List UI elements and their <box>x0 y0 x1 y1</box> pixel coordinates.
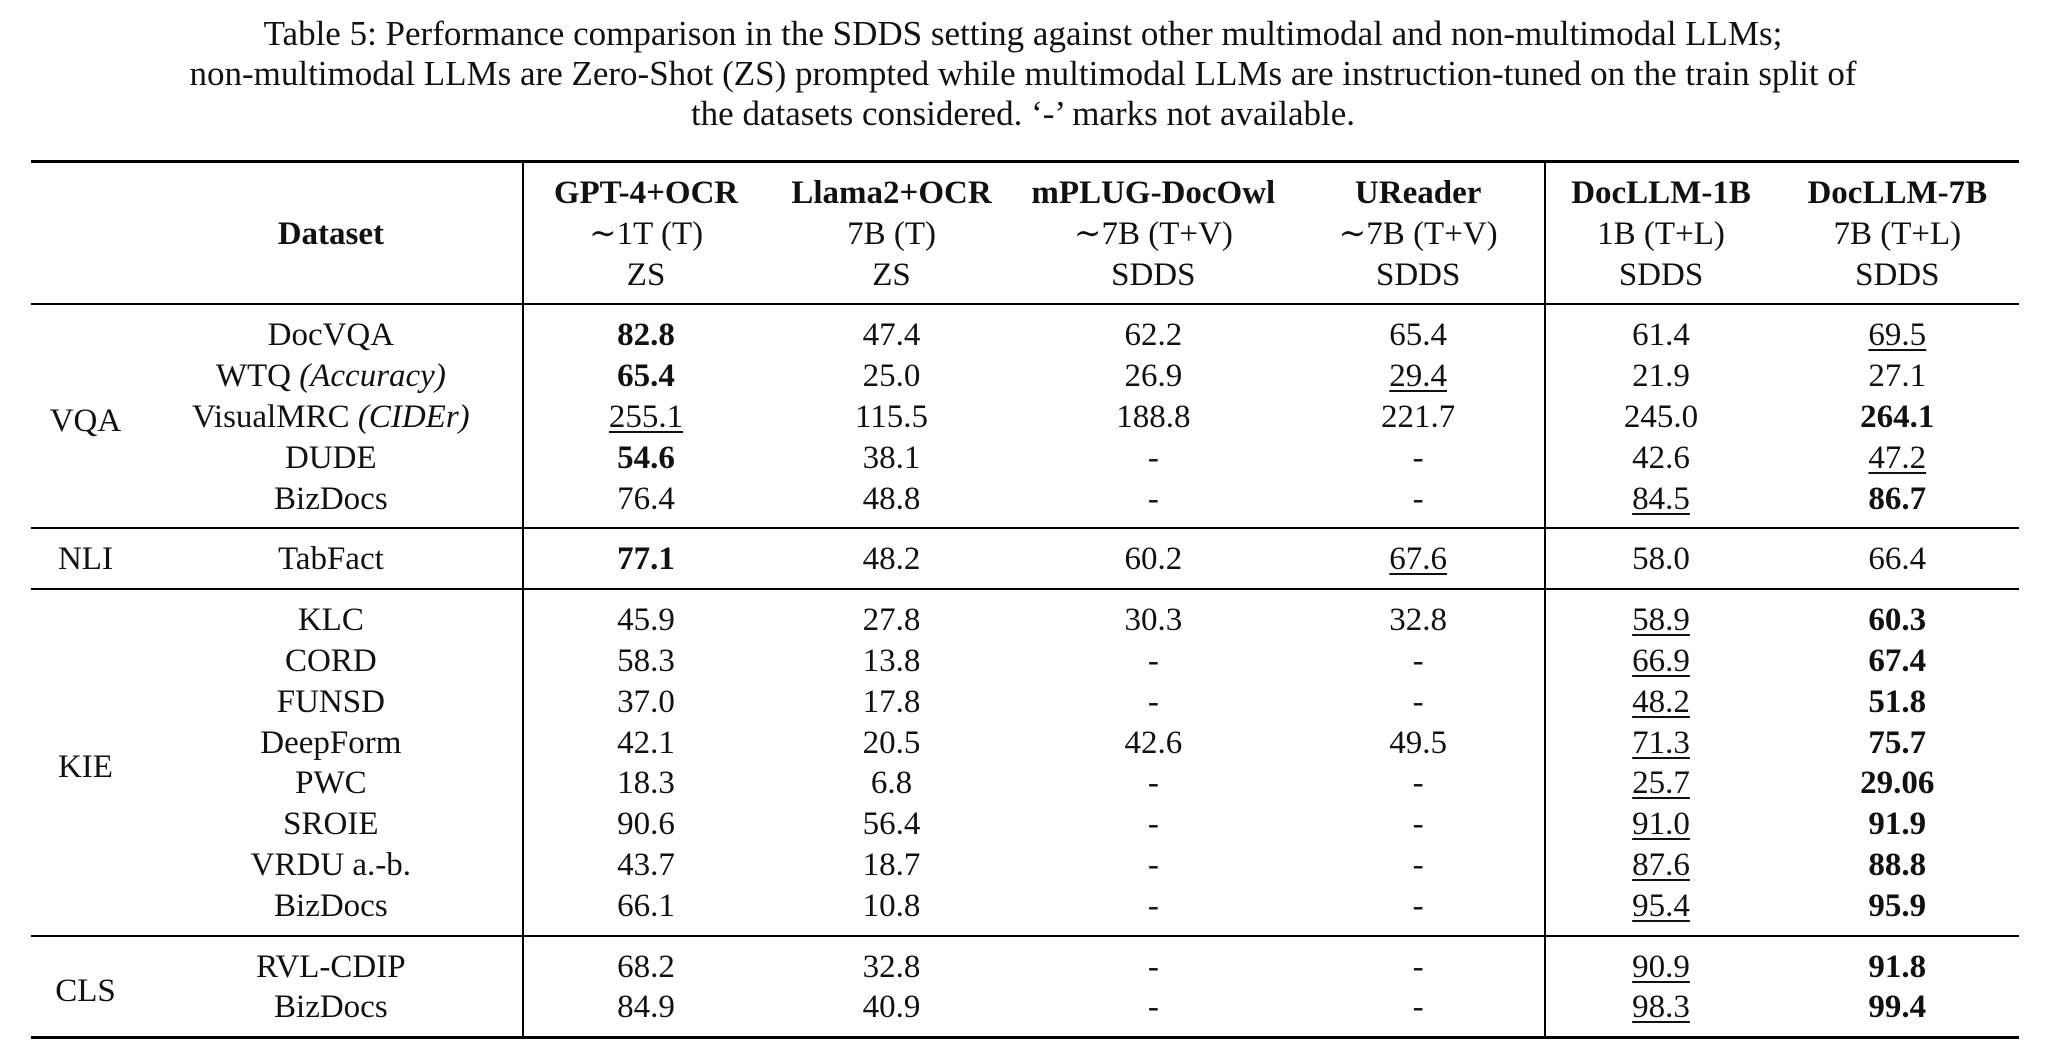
value-cell <box>768 937 1014 988</box>
cell-value: 49.5 <box>1389 724 1448 761</box>
dataset-cell <box>140 937 523 988</box>
value-cell <box>1776 641 2019 682</box>
value-cell <box>1015 937 1292 988</box>
dataset-cell <box>140 529 523 589</box>
value-cell <box>523 682 769 723</box>
category-label: VQA <box>49 402 122 439</box>
cell-value: 67.6 <box>1389 541 1448 578</box>
cell-value: - <box>1412 765 1424 802</box>
category-label: CLS <box>55 972 116 1009</box>
value-cell <box>1292 804 1546 845</box>
value-cell <box>1015 641 1292 682</box>
value-cell <box>1776 438 2019 479</box>
dataset-name: DUDE <box>285 439 377 476</box>
dataset-name: CORD <box>285 642 377 679</box>
value-cell <box>768 641 1014 682</box>
cell-value: 98.3 <box>1632 989 1690 1026</box>
dataset-header: Dataset <box>140 214 523 255</box>
column-setting: SDDS <box>1111 256 1196 293</box>
value-cell <box>1292 763 1546 804</box>
value-cell <box>1015 590 1292 641</box>
cell-value: 84.5 <box>1632 480 1690 517</box>
value-cell <box>1015 987 1292 1037</box>
value-cell <box>1015 845 1292 886</box>
cell-value: - <box>1412 887 1424 924</box>
cell-value: - <box>1147 642 1159 679</box>
cell-value: 43.7 <box>617 846 675 883</box>
value-cell <box>523 723 769 764</box>
table-row <box>31 886 2019 936</box>
value-cell <box>1015 356 1292 397</box>
value-cell <box>1015 479 1292 529</box>
cell-value: 95.4 <box>1632 887 1690 924</box>
cell-value: - <box>1147 846 1159 883</box>
column-size: ∼1T (T) <box>589 215 704 252</box>
value-cell <box>1776 723 2019 764</box>
dataset-name: SROIE <box>283 806 379 843</box>
value-cell <box>1292 590 1546 641</box>
cell-value: - <box>1412 948 1424 985</box>
cell-value: 18.7 <box>862 846 921 883</box>
cell-value: 87.6 <box>1632 846 1690 883</box>
value-cell <box>1015 682 1292 723</box>
column-size: 7B (T+L) <box>1833 215 1962 252</box>
cell-value: - <box>1412 683 1424 720</box>
dataset-cell <box>140 641 523 682</box>
cell-value: 71.3 <box>1632 724 1690 761</box>
value-cell <box>1545 438 1775 479</box>
value-cell <box>768 397 1014 438</box>
value-cell <box>1545 529 1775 589</box>
cell-value: - <box>1147 480 1159 517</box>
table-row <box>31 479 2019 529</box>
value-cell <box>1015 397 1292 438</box>
table-row <box>31 529 2019 589</box>
value-cell <box>1015 305 1292 356</box>
cell-value: 69.5 <box>1868 317 1927 354</box>
value-cell <box>1545 937 1775 988</box>
cell-value: 264.1 <box>1860 398 1935 435</box>
cell-value: 38.1 <box>862 439 921 476</box>
table-row <box>31 305 2019 356</box>
value-cell <box>1776 529 2019 589</box>
caption-line: non-multimodal LLMs are Zero-Shot (ZS) prompted while multimodal LLMs are instruction-tuned on the train split of <box>189 54 1857 93</box>
cell-value: 37.0 <box>617 683 675 720</box>
cell-value: 29.06 <box>1860 765 1935 802</box>
value-cell <box>1015 438 1292 479</box>
value-cell <box>1776 479 2019 529</box>
value-cell <box>1292 438 1546 479</box>
dataset-name: DeepForm <box>260 724 402 761</box>
table-row <box>31 987 2019 1037</box>
cell-value: - <box>1412 642 1424 679</box>
dataset-name: TabFact <box>277 541 384 578</box>
cell-value: 62.2 <box>1124 317 1183 354</box>
value-cell <box>523 438 769 479</box>
cell-value: - <box>1412 989 1424 1026</box>
dataset-name: DocVQA <box>267 317 395 354</box>
value-cell <box>523 886 769 936</box>
table-row <box>31 590 2019 641</box>
bottom-rule <box>31 1038 2019 1040</box>
dataset-cell <box>140 804 523 845</box>
column-setting: SDDS <box>1292 255 1546 305</box>
dataset-name: BizDocs <box>274 480 388 517</box>
column-size: ∼7B (T+V) <box>1292 214 1546 255</box>
table-body <box>31 162 2019 1040</box>
cell-value: 60.3 <box>1868 602 1927 639</box>
value-cell <box>768 723 1014 764</box>
cell-value: - <box>1147 948 1159 985</box>
cell-value: 90.6 <box>617 806 675 843</box>
value-cell <box>1776 987 2019 1037</box>
value-cell <box>1292 937 1546 988</box>
column-name: DocLLM-7B <box>1807 175 1988 211</box>
cell-value: 67.4 <box>1868 642 1927 679</box>
value-cell <box>1545 723 1775 764</box>
value-cell <box>523 937 769 988</box>
dataset-cell <box>140 987 523 1037</box>
cell-value: 61.4 <box>1632 317 1690 354</box>
cell-value: 99.4 <box>1868 989 1927 1026</box>
value-cell <box>1292 845 1546 886</box>
cell-value: 29.4 <box>1389 358 1448 395</box>
cell-value: 65.4 <box>1389 317 1448 354</box>
column-setting: SDDS <box>1618 256 1704 293</box>
table-row <box>31 641 2019 682</box>
value-cell <box>768 529 1014 589</box>
dataset-cell <box>140 723 523 764</box>
column-size: 1B (T+L) <box>1597 215 1725 252</box>
value-cell <box>1292 723 1546 764</box>
dataset-cell <box>140 590 523 641</box>
cell-value: 47.4 <box>862 317 921 354</box>
value-cell <box>768 987 1014 1037</box>
value-cell <box>1776 763 2019 804</box>
value-cell <box>1545 682 1775 723</box>
value-cell <box>1015 723 1292 764</box>
cell-value: 188.8 <box>1116 398 1191 435</box>
value-cell <box>1545 356 1775 397</box>
value-cell <box>523 845 769 886</box>
cell-value: - <box>1412 806 1424 843</box>
dataset-name: FUNSD <box>276 683 385 720</box>
value-cell <box>1776 590 2019 641</box>
value-cell <box>1292 886 1546 936</box>
table-row <box>31 763 2019 804</box>
cell-value: 58.0 <box>1632 541 1690 578</box>
value-cell <box>1776 305 2019 356</box>
category-label: NLI <box>57 541 113 578</box>
cell-value: - <box>1147 806 1159 843</box>
cell-value: 56.4 <box>862 806 921 843</box>
cell-value: 27.1 <box>1868 358 1927 395</box>
header-row-names <box>31 163 2019 214</box>
cell-value: - <box>1412 480 1424 517</box>
value-cell <box>1292 479 1546 529</box>
value-cell <box>1545 886 1775 936</box>
column-name: GPT-4+OCR <box>553 175 739 211</box>
column-setting: ZS <box>872 256 911 293</box>
cell-value: 20.5 <box>862 724 921 761</box>
column-setting: ZS <box>626 256 666 293</box>
value-cell <box>523 641 769 682</box>
value-cell <box>1292 641 1546 682</box>
value-cell <box>1776 397 2019 438</box>
metric-label: (Accuracy) <box>299 358 446 395</box>
value-cell <box>1545 397 1775 438</box>
value-cell <box>1292 305 1546 356</box>
cell-value: 6.8 <box>870 765 913 802</box>
dataset-name: BizDocs <box>274 887 388 924</box>
dataset-name: RVL-CDIP <box>256 948 406 985</box>
metric-label: (CIDEr) <box>357 398 470 435</box>
value-cell <box>1776 356 2019 397</box>
cell-value: 42.6 <box>1632 439 1690 476</box>
cell-value: 51.8 <box>1868 683 1927 720</box>
table-row <box>31 723 2019 764</box>
table-row <box>31 682 2019 723</box>
dataset-cell <box>140 356 523 397</box>
dataset-name: KLC <box>297 602 364 639</box>
cell-value: 91.8 <box>1868 948 1927 985</box>
cell-value: 18.3 <box>617 765 675 802</box>
value-cell <box>1545 987 1775 1037</box>
cell-value: 42.1 <box>617 724 675 761</box>
cell-value: 68.2 <box>617 948 675 985</box>
value-cell <box>768 845 1014 886</box>
value-cell <box>768 305 1014 356</box>
cell-value: 66.1 <box>617 887 675 924</box>
value-cell <box>523 397 769 438</box>
value-cell <box>523 529 769 589</box>
cell-value: 45.9 <box>617 602 675 639</box>
value-cell <box>1015 763 1292 804</box>
value-cell <box>523 590 769 641</box>
column-size: ∼7B (T+V) <box>1073 215 1233 252</box>
cell-value: 91.9 <box>1868 806 1927 843</box>
cell-value: - <box>1412 439 1424 476</box>
value-cell <box>1545 479 1775 529</box>
value-cell <box>768 590 1014 641</box>
cell-value: 86.7 <box>1868 480 1927 517</box>
column-size: 7B (T) <box>847 215 936 252</box>
table-row <box>31 397 2019 438</box>
value-cell <box>768 886 1014 936</box>
cell-value: 95.9 <box>1868 887 1927 924</box>
value-cell <box>1545 305 1775 356</box>
cell-value: 48.2 <box>1632 683 1690 720</box>
cell-value: 17.8 <box>862 683 921 720</box>
header-row-sizes <box>31 214 2019 255</box>
cell-value: 13.8 <box>862 642 921 679</box>
column-name: DocLLM-1B <box>1571 175 1751 211</box>
value-cell <box>1776 682 2019 723</box>
cell-value: 26.9 <box>1124 358 1183 395</box>
value-cell <box>768 682 1014 723</box>
category-label: KIE <box>57 748 113 785</box>
value-cell <box>1015 529 1292 589</box>
cell-value: 32.8 <box>862 948 921 985</box>
cell-value: 76.4 <box>617 480 675 517</box>
value-cell <box>1292 682 1546 723</box>
value-cell <box>523 479 769 529</box>
cell-value: 65.4 <box>617 358 675 395</box>
value-cell <box>1292 987 1546 1037</box>
cell-value: 91.0 <box>1632 806 1690 843</box>
value-cell <box>1545 845 1775 886</box>
cell-value: 58.3 <box>617 642 675 679</box>
value-cell <box>523 763 769 804</box>
dataset-cell <box>140 479 523 529</box>
value-cell <box>1292 529 1546 589</box>
value-cell <box>1292 397 1546 438</box>
table-row <box>31 804 2019 845</box>
value-cell <box>1776 804 2019 845</box>
cell-value: 60.2 <box>1124 541 1183 578</box>
value-cell <box>1545 641 1775 682</box>
dataset-cell <box>140 682 523 723</box>
cell-value: - <box>1147 887 1159 924</box>
value-cell <box>523 305 769 356</box>
value-cell <box>1545 763 1775 804</box>
dataset-name: VRDU a.-b. <box>250 846 412 883</box>
cell-value: 21.9 <box>1632 358 1690 395</box>
value-cell <box>1545 804 1775 845</box>
cell-value: 40.9 <box>862 989 921 1026</box>
value-cell <box>768 438 1014 479</box>
value-cell <box>768 804 1014 845</box>
cell-value: 30.3 <box>1124 602 1183 639</box>
value-cell <box>1292 356 1546 397</box>
cell-value: - <box>1147 439 1159 476</box>
dataset-cell <box>140 397 523 438</box>
cell-value: 27.8 <box>862 602 921 639</box>
dataset-name: VisualMRC <box>192 398 350 435</box>
cell-value: 58.9 <box>1632 602 1690 639</box>
cell-value: 255.1 <box>608 398 684 435</box>
cell-value: 84.9 <box>617 989 675 1026</box>
value-cell <box>1015 804 1292 845</box>
cell-value: 245.0 <box>1623 398 1699 435</box>
cell-value: 90.9 <box>1632 948 1690 985</box>
dataset-cell <box>140 845 523 886</box>
cell-value: 77.1 <box>617 541 675 578</box>
table-row <box>31 937 2019 988</box>
cell-value: 54.6 <box>617 439 675 476</box>
cell-value: - <box>1147 989 1159 1026</box>
dataset-cell <box>140 305 523 356</box>
cell-value: 48.2 <box>862 541 921 578</box>
cell-value: 47.2 <box>1868 439 1927 476</box>
dataset-cell <box>140 886 523 936</box>
column-name: Llama2+OCR <box>791 175 992 211</box>
cell-value: 115.5 <box>855 398 929 435</box>
dataset-name: WTQ <box>215 358 291 395</box>
value-cell <box>1776 845 2019 886</box>
value-cell <box>1776 937 2019 988</box>
cell-value: 25.7 <box>1632 765 1690 802</box>
cell-value: 42.6 <box>1124 724 1183 761</box>
value-cell <box>768 763 1014 804</box>
caption-line: Table 5: Performance comparison in the SDDS setting against other multimodal and non-multimodal LLMs; <box>263 14 1783 53</box>
cell-value: - <box>1147 683 1159 720</box>
value-cell <box>523 804 769 845</box>
value-cell <box>1545 590 1775 641</box>
dataset-cell <box>140 763 523 804</box>
cell-value: 221.7 <box>1381 398 1456 435</box>
cell-value: 88.8 <box>1868 846 1927 883</box>
value-cell <box>523 987 769 1037</box>
cell-value: 75.7 <box>1868 724 1927 761</box>
dataset-name: BizDocs <box>274 989 388 1026</box>
table-row <box>31 438 2019 479</box>
dataset-cell <box>140 438 523 479</box>
cell-value: 10.8 <box>862 887 921 924</box>
cell-value: - <box>1147 765 1159 802</box>
cell-value: 25.0 <box>862 358 921 395</box>
cell-value: 66.4 <box>1868 541 1927 578</box>
table-caption <box>0 14 2046 134</box>
header-row-settings <box>31 255 2019 305</box>
cell-value: 32.8 <box>1389 602 1448 639</box>
cell-value: 48.8 <box>862 480 921 517</box>
cell-value: 66.9 <box>1632 642 1690 679</box>
column-name: mPLUG-DocOwl <box>1031 175 1276 211</box>
cell-value: - <box>1412 846 1424 883</box>
results-table <box>31 160 2019 1039</box>
value-cell <box>768 479 1014 529</box>
caption-line: the datasets considered. ‘-’ marks not available. <box>690 94 1356 133</box>
value-cell <box>523 356 769 397</box>
cell-value: 82.8 <box>617 317 675 354</box>
value-cell <box>1776 886 2019 936</box>
table-row <box>31 356 2019 397</box>
dataset-name: PWC <box>295 765 367 802</box>
value-cell <box>1015 886 1292 936</box>
column-setting: SDDS <box>1855 256 1940 293</box>
value-cell <box>768 356 1014 397</box>
column-name: UReader <box>1292 163 1546 214</box>
table-row <box>31 845 2019 886</box>
